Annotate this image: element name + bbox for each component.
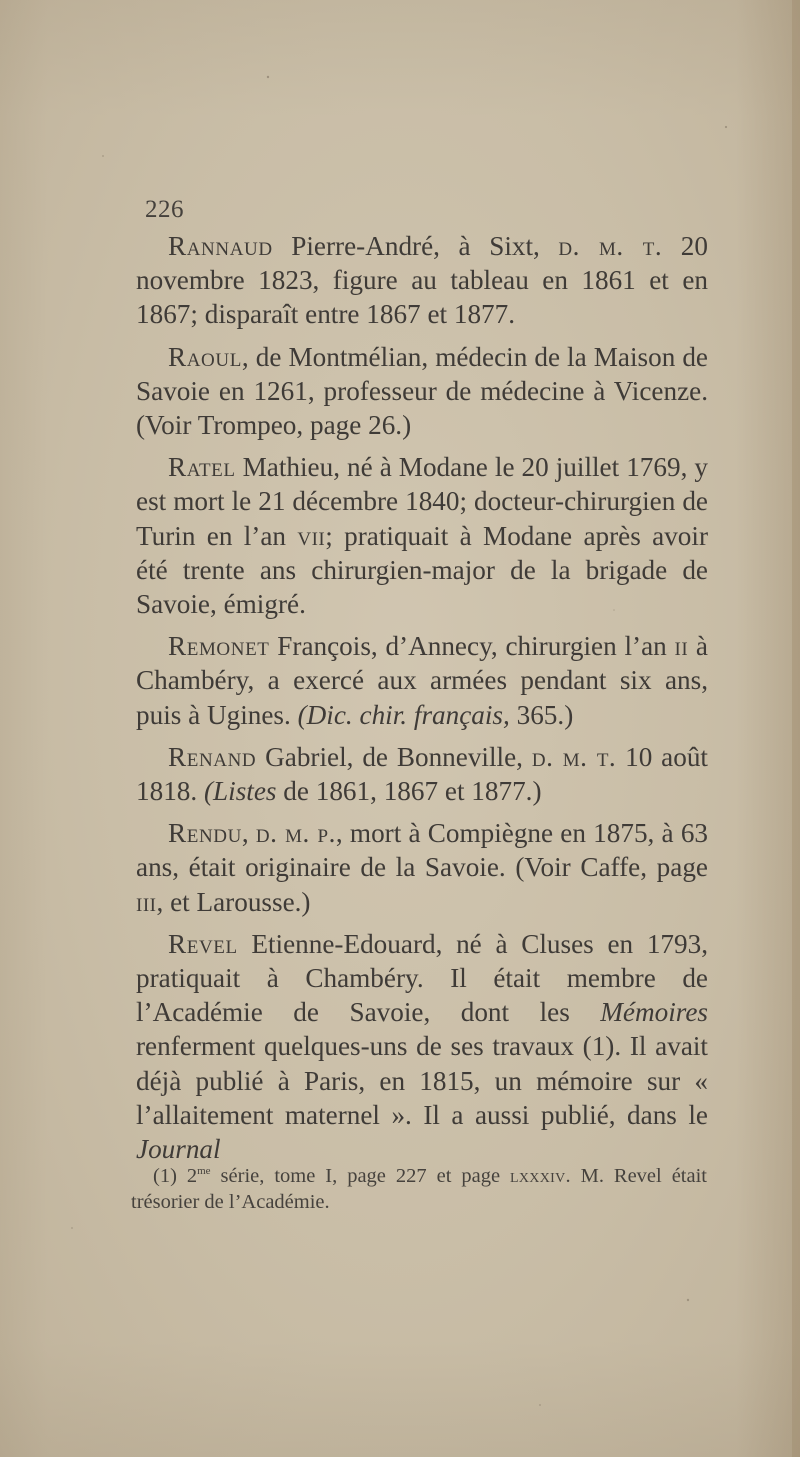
entry-text: de 1861, 1867 et 1877.) [276, 776, 542, 807]
entry-name: Rannaud [168, 231, 273, 261]
entry-ratel [136, 450, 708, 621]
roman-numeral: iii [136, 886, 157, 917]
entry-abbreviation: d. m. t. [531, 741, 617, 772]
entry-name: Ratel [168, 452, 236, 483]
entry-name: Rendu [168, 818, 242, 849]
entry-text: à Chambéry, a exercé aux armées pendant six ans, puis à Ugines. [136, 631, 708, 730]
entry-name: Remonet [168, 631, 270, 662]
footnote-text: . M. Revel était trésorier de l’Académie. [131, 1164, 707, 1213]
entry-text: , de Montmélian, médecin de la Maison de Savoie en 1261, professeur de médecine à Vicenze. (Voir Trompeo, page 26.) [136, 341, 708, 441]
entry-list [136, 229, 708, 1174]
entry-text: Pierre-André, à Sixt, [272, 231, 559, 261]
entry-abbreviation: d. m. t. [558, 231, 663, 261]
footnote-marker: (1) 2 [153, 1164, 198, 1187]
entry-text: Gabriel, de Bonneville, [256, 741, 532, 772]
entry-citation: (Dic. chir. français, [297, 699, 510, 730]
entry-rannaud [136, 229, 708, 332]
entry-text: Mathieu, né à Modane le 20 juillet 1769, y est mort le 21 décembre 1840; docteur-chirurgien de Turin en l’an [136, 452, 708, 551]
entry-text: , et Larousse.) [156, 886, 311, 917]
entry-text: , [241, 818, 256, 849]
roman-numeral: ii [674, 631, 689, 662]
footnote-text: série, tome I, page 227 et page [210, 1164, 511, 1187]
footnote-superscript: me [197, 1164, 211, 1177]
entry-text: 20 novembre 1823, figure au tableau en 1861 et en 1867; disparaît entre 1867 et 1877. [136, 231, 708, 330]
entry-text: François, d’Annecy, chirurgien l’an [269, 631, 675, 662]
entry-citation: (Listes [203, 776, 277, 807]
page-number: 226 [145, 196, 184, 223]
entry-text: renferment quelques-uns de ses travaux (1). Il avait déjà publié à Paris, en 1815, un mémoire sur « l’allaitement maternel ». Il a aussi publié, dans le [136, 1031, 708, 1130]
entry-abbreviation: d. m. p. [255, 818, 336, 849]
entry-renand [136, 740, 708, 808]
entry-text: , mort à Compiègne en 1875, à 63 ans, était originaire de la Savoie. (Voir Caffe, page [136, 818, 709, 883]
entry-citation: Mémoires [600, 997, 708, 1028]
entry-rendu [136, 816, 708, 919]
entry-remonet [136, 629, 708, 732]
entry-raoul [136, 340, 708, 443]
entry-revel [136, 927, 708, 1166]
roman-numeral: lxxxiv [510, 1164, 566, 1187]
entry-name: Renand [168, 741, 257, 772]
entry-text: Etienne-Edouard, né à Cluses en 1793, pratiquait à Chambéry. Il était membre de l’Académie de Savoie, dont les [136, 928, 708, 1028]
roman-numeral: vii [297, 520, 326, 551]
entry-citation: Journal [136, 1134, 221, 1165]
entry-text: 10 août 1818. [136, 741, 708, 807]
entry-name: Revel [168, 928, 238, 959]
footnote [131, 1163, 707, 1215]
entry-text: 365.) [509, 699, 574, 730]
entry-name: Raoul [168, 341, 242, 372]
entry-text: ; pratiquait à Modane après avoir été trente ans chirurgien-major de la brigade de Savoie, émigré. [136, 520, 708, 620]
